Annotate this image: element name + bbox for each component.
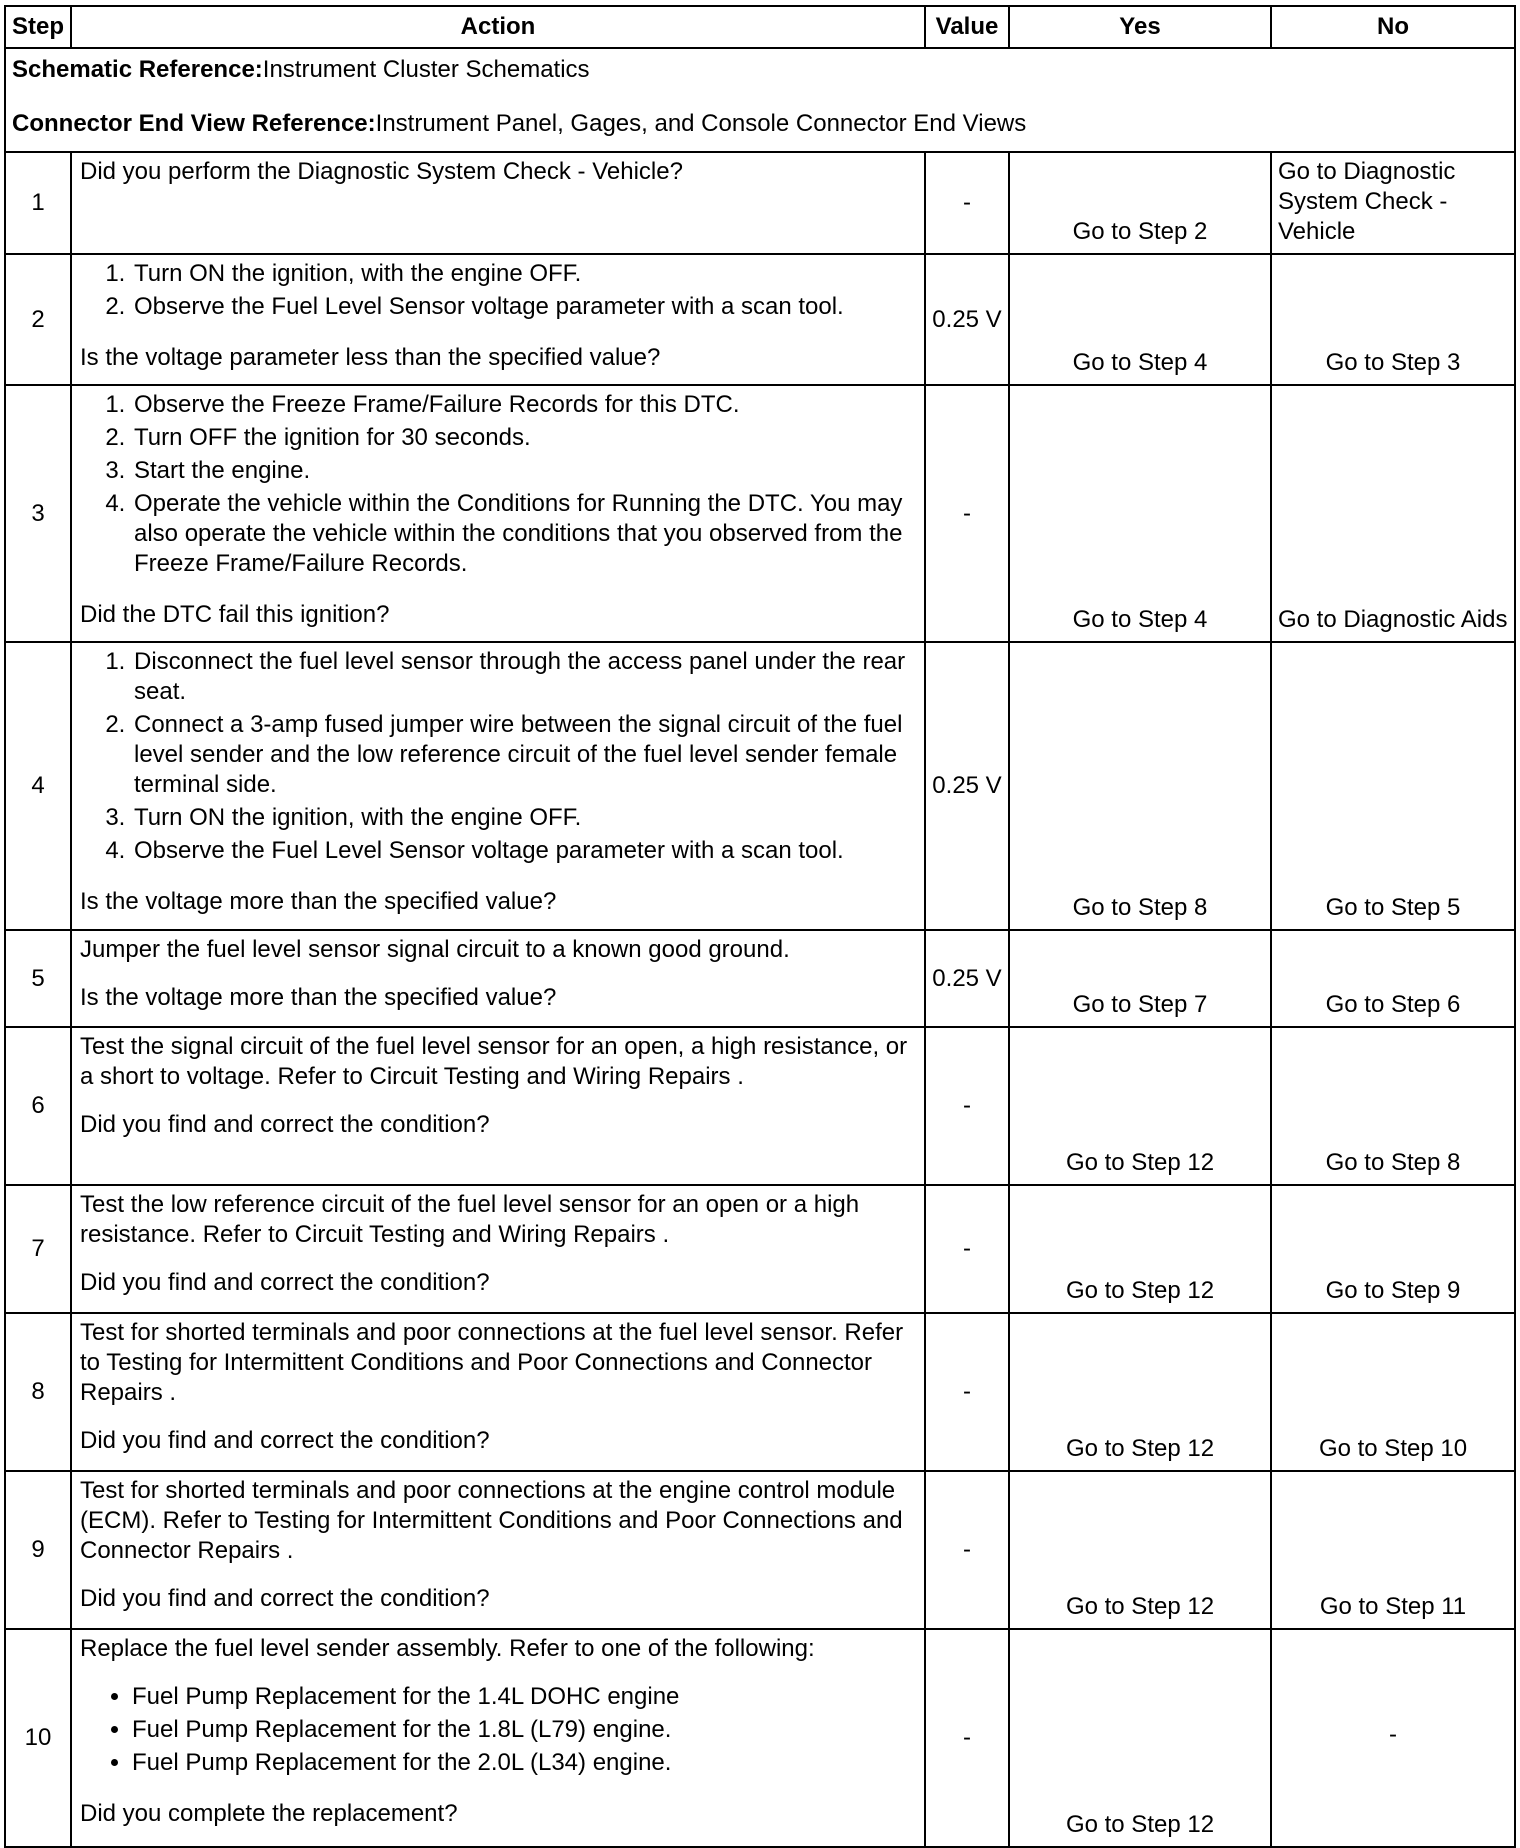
step-value: -	[925, 1027, 1009, 1185]
step-value: 0.25 V	[925, 254, 1009, 385]
step-yes: Go to Step 4	[1009, 254, 1271, 385]
step-value: -	[925, 1185, 1009, 1313]
step-number: 7	[5, 1185, 71, 1313]
step-action	[71, 1027, 925, 1185]
list-item: 3. Turn ON the ignition, with the engine OFF.	[132, 803, 916, 833]
step-no: -	[1271, 1629, 1515, 1847]
step-no: Go to Step 8	[1271, 1027, 1515, 1185]
connector-reference-label: Connector End View Reference:	[12, 110, 376, 137]
step-action	[71, 1471, 925, 1629]
header-yes: Yes	[1009, 6, 1271, 48]
table-row	[5, 930, 1515, 1027]
table-row	[5, 1185, 1515, 1313]
action-question: Did you find and correct the condition?	[80, 1269, 490, 1296]
step-action	[71, 1313, 925, 1471]
step-yes: Go to Step 8	[1009, 642, 1271, 930]
step-action	[71, 1629, 925, 1847]
step-number: 10	[5, 1629, 71, 1847]
action-steps-list	[80, 259, 916, 322]
table-row	[5, 1313, 1515, 1471]
step-value: -	[925, 1313, 1009, 1471]
table-row	[5, 1471, 1515, 1629]
step-yes: Go to Step 12	[1009, 1471, 1271, 1629]
step-yes: Go to Step 12	[1009, 1313, 1271, 1471]
step-no: Go to Step 11	[1271, 1471, 1515, 1629]
reference-row	[5, 48, 1515, 152]
table-row	[5, 254, 1515, 385]
step-no: Go to Diagnostic Aids	[1271, 385, 1515, 642]
action-text: Test for shorted terminals and poor connections at the fuel level sensor. Refer to Testing for Intermittent Conditions and Poor Connections and Connector Repairs .	[80, 1319, 904, 1406]
list-item: 2. Connect a 3-amp fused jumper wire between the signal circuit of the fuel level sender and the low reference circuit of the fuel level sender female terminal side.	[132, 710, 916, 800]
list-item: 4. Observe the Fuel Level Sensor voltage parameter with a scan tool.	[132, 836, 916, 866]
header-row	[5, 6, 1515, 48]
action-question: Did the DTC fail this ignition?	[80, 601, 390, 628]
list-item: 1. Disconnect the fuel level sensor through the access panel under the rear seat.	[132, 647, 916, 707]
header-no: No	[1271, 6, 1515, 48]
action-text: Test the signal circuit of the fuel level sensor for an open, a high resistance, or a short to voltage. Refer to Circuit Testing and Wiring Repairs .	[80, 1033, 908, 1090]
header-step: Step	[5, 6, 71, 48]
list-item: • Fuel Pump Replacement for the 1.4L DOHC engine	[132, 1682, 916, 1712]
step-number: 8	[5, 1313, 71, 1471]
step-action	[71, 385, 925, 642]
schematic-reference-label: Schematic Reference:	[12, 56, 263, 83]
step-yes: Go to Step 7	[1009, 930, 1271, 1027]
step-value: 0.25 V	[925, 642, 1009, 930]
step-no: Go to Step 6	[1271, 930, 1515, 1027]
table-row	[5, 1629, 1515, 1847]
connector-reference	[12, 109, 1508, 139]
action-text: Test the low reference circuit of the fuel level sensor for an open or a high resistance. Refer to Circuit Testing and Wiring Repairs .	[80, 1191, 860, 1248]
list-item: 4. Operate the vehicle within the Conditions for Running the DTC. You may also operate the vehicle within the conditions that you observed from the Freeze Frame/Failure Records.	[132, 489, 916, 579]
step-action	[71, 1185, 925, 1313]
header-value: Value	[925, 6, 1009, 48]
list-item: 1. Turn ON the ignition, with the engine OFF.	[132, 259, 916, 289]
step-value: -	[925, 152, 1009, 254]
step-number: 1	[5, 152, 71, 254]
diagnostic-table	[4, 5, 1516, 1848]
action-question: Did you complete the replacement?	[80, 1800, 458, 1827]
step-action	[71, 152, 925, 254]
action-text: Did you perform the Diagnostic System Check - Vehicle?	[80, 158, 683, 185]
schematic-reference-value: Instrument Cluster Schematics	[262, 56, 590, 83]
action-text: Replace the fuel level sender assembly. Refer to one of the following:	[80, 1635, 815, 1662]
action-bullet-list	[80, 1682, 916, 1778]
step-no: Go to Step 5	[1271, 642, 1515, 930]
step-number: 5	[5, 930, 71, 1027]
list-item: 2. Turn OFF the ignition for 30 seconds.	[132, 423, 916, 453]
action-question: Did you find and correct the condition?	[80, 1111, 490, 1138]
action-question: Did you find and correct the condition?	[80, 1427, 490, 1454]
step-value: -	[925, 1471, 1009, 1629]
step-yes: Go to Step 12	[1009, 1027, 1271, 1185]
step-action	[71, 930, 925, 1027]
action-steps-list	[80, 390, 916, 579]
step-value: -	[925, 385, 1009, 642]
table-row	[5, 385, 1515, 642]
step-yes: Go to Step 2	[1009, 152, 1271, 254]
step-action	[71, 254, 925, 385]
step-yes: Go to Step 12	[1009, 1629, 1271, 1847]
action-question: Did you find and correct the condition?	[80, 1585, 490, 1612]
action-text: Test for shorted terminals and poor connections at the engine control module (ECM). Refer to Testing for Intermittent Conditions and Poor Connections and Connector Repairs .	[80, 1477, 903, 1564]
step-value: -	[925, 1629, 1009, 1847]
action-question: Is the voltage more than the specified value?	[80, 888, 557, 915]
step-value: 0.25 V	[925, 930, 1009, 1027]
step-no: Go to Diagnostic System Check - Vehicle	[1271, 152, 1515, 254]
table-row	[5, 642, 1515, 930]
header-action: Action	[71, 6, 925, 48]
step-number: 3	[5, 385, 71, 642]
reference-cell	[5, 48, 1515, 152]
list-item: 2. Observe the Fuel Level Sensor voltage parameter with a scan tool.	[132, 292, 916, 322]
list-item: 1. Observe the Freeze Frame/Failure Records for this DTC.	[132, 390, 916, 420]
step-number: 6	[5, 1027, 71, 1185]
step-number: 2	[5, 254, 71, 385]
action-text: Jumper the fuel level sensor signal circuit to a known good ground.	[80, 936, 790, 963]
table-row	[5, 1027, 1515, 1185]
step-yes: Go to Step 12	[1009, 1185, 1271, 1313]
list-item: • Fuel Pump Replacement for the 1.8L (L79) engine.	[132, 1715, 916, 1745]
action-question: Is the voltage more than the specified value?	[80, 984, 557, 1011]
step-no: Go to Step 10	[1271, 1313, 1515, 1471]
step-number: 9	[5, 1471, 71, 1629]
schematic-reference	[12, 55, 1508, 85]
action-question: Is the voltage parameter less than the specified value?	[80, 344, 661, 371]
step-no: Go to Step 9	[1271, 1185, 1515, 1313]
step-no: Go to Step 3	[1271, 254, 1515, 385]
table-row	[5, 152, 1515, 254]
step-yes: Go to Step 4	[1009, 385, 1271, 642]
connector-reference-value: Instrument Panel, Gages, and Console Connector End Views	[375, 110, 1027, 137]
step-action	[71, 642, 925, 930]
action-steps-list	[80, 647, 916, 866]
list-item: 3. Start the engine.	[132, 456, 916, 486]
step-number: 4	[5, 642, 71, 930]
list-item: • Fuel Pump Replacement for the 2.0L (L34) engine.	[132, 1748, 916, 1778]
